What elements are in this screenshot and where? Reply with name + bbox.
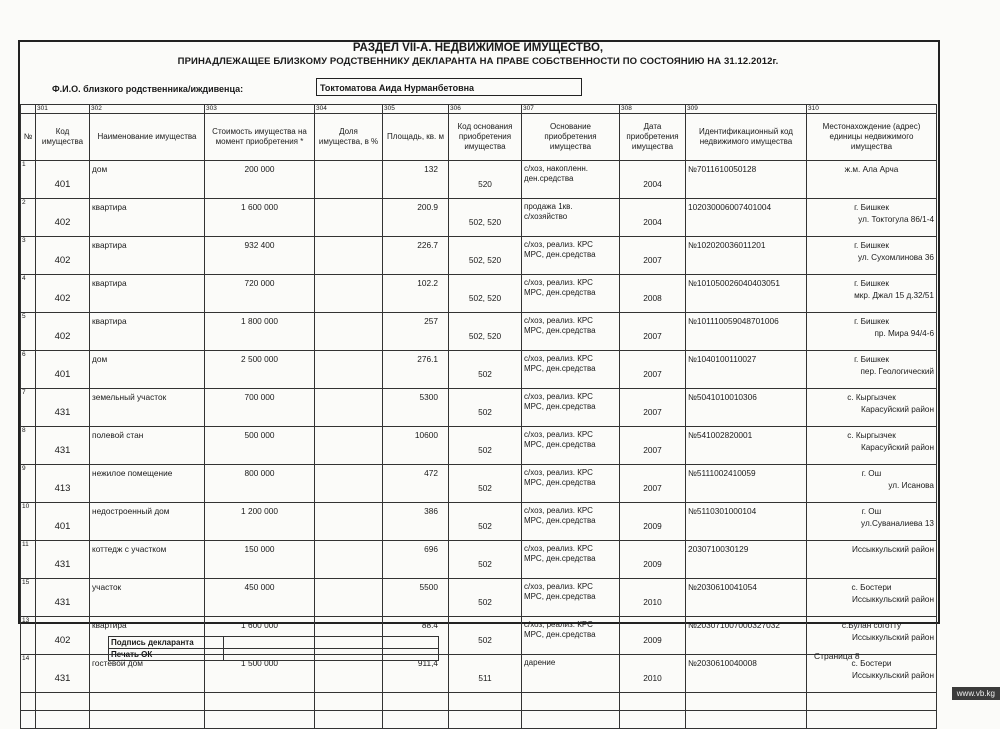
property-name: участок [90, 579, 205, 617]
property-location [807, 199, 937, 237]
property-code: 431 [36, 541, 90, 579]
acquisition-date: 2009 [620, 503, 686, 541]
property-share [315, 465, 383, 503]
basis-code: 502 [449, 351, 522, 389]
row-number: 6 [21, 351, 36, 389]
basis-line-1: с/хоз, реализ. КРС [524, 278, 593, 287]
basis-code: 502, 520 [449, 199, 522, 237]
property-area: 696 [383, 541, 449, 579]
basis-code: 502, 520 [449, 313, 522, 351]
empty-cell [522, 693, 620, 711]
empty-cell [686, 711, 807, 729]
basis-code: 502 [449, 503, 522, 541]
property-id: №541002820001 [686, 427, 807, 465]
property-id: №5110301000104 [686, 503, 807, 541]
property-cost: 932 400 [205, 237, 315, 275]
location-line-1: г. Бишкек [854, 203, 889, 212]
acquisition-date: 2007 [620, 351, 686, 389]
table-row [21, 351, 937, 389]
column-code: 308 [620, 105, 686, 114]
property-share [315, 351, 383, 389]
row-number: 10 [21, 503, 36, 541]
row-number: 8 [21, 427, 36, 465]
property-share [315, 161, 383, 199]
column-header: Идентификационный код недвижимого имущества [686, 114, 807, 161]
column-code: 304 [315, 105, 383, 114]
stamp-field [224, 649, 439, 661]
property-code: 413 [36, 465, 90, 503]
column-header: Код имущества [36, 114, 90, 161]
basis-line-1: с/хоз, реализ. КРС [524, 392, 593, 401]
empty-cell [36, 693, 90, 711]
property-area: 102.2 [383, 275, 449, 313]
basis-text [522, 465, 620, 503]
empty-cell [90, 693, 205, 711]
table-row [21, 465, 937, 503]
basis-code: 502 [449, 427, 522, 465]
table-row [21, 389, 937, 427]
location-line-2: ул. Исанова [888, 481, 934, 490]
location-line-1: с. Бостери [851, 583, 892, 592]
basis-text [522, 617, 620, 655]
basis-line-1: с/хоз, реализ. КРС [524, 354, 593, 363]
property-share [315, 541, 383, 579]
property-location [807, 351, 937, 389]
column-code: 303 [205, 105, 315, 114]
property-location [807, 275, 937, 313]
location-line-1: с. Бостери [851, 659, 892, 668]
table-row [21, 275, 937, 313]
property-area: 5300 [383, 389, 449, 427]
basis-line-1: с/хоз, реализ. КРС [524, 240, 593, 249]
column-header: Местонахождение (адрес) единицы недвижимого имущества [807, 114, 937, 161]
basis-text [522, 427, 620, 465]
property-id: №2030610041054 [686, 579, 807, 617]
table-row [21, 313, 937, 351]
property-name: квартира [90, 617, 205, 655]
basis-text [522, 503, 620, 541]
basis-line-1: дарение [524, 658, 556, 667]
basis-line-2: МРС, ден.средства [524, 250, 596, 259]
property-location [807, 465, 937, 503]
column-code: 302 [90, 105, 205, 114]
basis-line-2: с/хозяйство [524, 212, 568, 221]
property-location [807, 617, 937, 655]
column-header: Дата приобретения имущества [620, 114, 686, 161]
basis-line-2: МРС, ден.средства [524, 516, 596, 525]
property-name: земельный участок [90, 389, 205, 427]
table-row [21, 503, 937, 541]
basis-line-2: МРС, ден.средства [524, 288, 596, 297]
table-row [21, 427, 937, 465]
property-code: 402 [36, 199, 90, 237]
basis-line-2: МРС, ден.средства [524, 326, 596, 335]
empty-cell [620, 711, 686, 729]
empty-cell [449, 693, 522, 711]
basis-text [522, 237, 620, 275]
column-header: Доля имущества, в % [315, 114, 383, 161]
basis-line-1: с/хоз, реализ. КРС [524, 582, 593, 591]
empty-cell [205, 693, 315, 711]
row-number: 2 [21, 199, 36, 237]
property-cost: 800 000 [205, 465, 315, 503]
property-code: 431 [36, 427, 90, 465]
property-cost: 700 000 [205, 389, 315, 427]
property-id: №1040100110027 [686, 351, 807, 389]
basis-line-2: МРС, ден.средства [524, 402, 596, 411]
property-area: 226.7 [383, 237, 449, 275]
row-number: 14 [21, 655, 36, 693]
property-area: 911,4 [383, 655, 449, 693]
location-line-2: пер. Геологический [860, 367, 934, 376]
location-line-1: г. Бишкек [854, 279, 889, 288]
basis-line-1: с/хоз, накопленн. [524, 164, 589, 173]
basis-line-1: с/хоз, реализ. КРС [524, 620, 593, 629]
row-number: 1 [21, 161, 36, 199]
acquisition-date: 2010 [620, 655, 686, 693]
location-line-2: Иссыккульский район [851, 671, 934, 680]
empty-cell [21, 693, 36, 711]
row-number: 11 [21, 541, 36, 579]
basis-line-2: МРС, ден.средства [524, 554, 596, 563]
basis-line-1: с/хоз, реализ. КРС [524, 430, 593, 439]
acquisition-date: 2007 [620, 313, 686, 351]
row-number: 9 [21, 465, 36, 503]
location-line-1: г. Бишкек [854, 317, 889, 326]
property-code: 431 [36, 655, 90, 693]
property-id: №203071007000327032 [686, 617, 807, 655]
signature-block [108, 636, 439, 661]
column-header: Основание приобретения имущества [522, 114, 620, 161]
column-code: 301 [36, 105, 90, 114]
table-row [21, 161, 937, 199]
empty-cell [205, 711, 315, 729]
property-area: 5500 [383, 579, 449, 617]
property-location [807, 313, 937, 351]
acquisition-date: 2004 [620, 161, 686, 199]
location-line-2: мкр. Джал 15 д.32/51 [854, 291, 934, 300]
column-header: Код основания приобретения имущества [449, 114, 522, 161]
basis-text [522, 161, 620, 199]
property-cost: 150 000 [205, 541, 315, 579]
basis-code: 511 [449, 655, 522, 693]
basis-line-2: МРС, ден.средства [524, 592, 596, 601]
empty-row [21, 693, 937, 711]
code-cell-blank [21, 105, 36, 114]
location-line-1: с. Кыргызчек [847, 431, 896, 440]
property-area: 88.4 [383, 617, 449, 655]
property-location [807, 579, 937, 617]
acquisition-date: 2010 [620, 579, 686, 617]
empty-cell [315, 711, 383, 729]
location-line-2: Карасуйский район [860, 443, 934, 452]
property-share [315, 199, 383, 237]
property-code: 401 [36, 503, 90, 541]
property-id: №101050026040403051 [686, 275, 807, 313]
watermark: www.vb.kg [952, 687, 1000, 700]
acquisition-date: 2007 [620, 389, 686, 427]
property-id: №102020036011201 [686, 237, 807, 275]
property-id: 20307100З0129 [686, 541, 807, 579]
property-id: №2030610040008 [686, 655, 807, 693]
property-share [315, 237, 383, 275]
column-header: № [21, 114, 36, 161]
property-area: 200.9 [383, 199, 449, 237]
basis-text [522, 579, 620, 617]
property-name: полевой стан [90, 427, 205, 465]
property-cost: 1 800 000 [205, 313, 315, 351]
property-share [315, 427, 383, 465]
acquisition-date: 2008 [620, 275, 686, 313]
basis-code: 502, 520 [449, 237, 522, 275]
property-code: 401 [36, 161, 90, 199]
table-row [21, 237, 937, 275]
location-line-1: г. Бишкек [854, 355, 889, 364]
property-share [315, 503, 383, 541]
basis-line-1: с/хоз, реализ. КРС [524, 468, 593, 477]
basis-line-1: с/хоз, реализ. КРС [524, 506, 593, 515]
basis-code: 502 [449, 541, 522, 579]
empty-cell [36, 711, 90, 729]
location-line-2: Иссыккульский район [851, 545, 934, 554]
property-cost: 1 600 000 [205, 199, 315, 237]
property-location [807, 503, 937, 541]
basis-text [522, 351, 620, 389]
basis-line-1: с/хоз, реализ. КРС [524, 544, 593, 553]
section-title: РАЗДЕЛ VII-А. НЕДВИЖИМОЕ ИМУЩЕСТВО, [352, 42, 604, 54]
basis-code: 502, 520 [449, 275, 522, 313]
location-line-2: Карасуйский район [860, 405, 934, 414]
basis-code: 502 [449, 389, 522, 427]
property-location [807, 541, 937, 579]
property-name: коттедж с участком [90, 541, 205, 579]
basis-code: 502 [449, 465, 522, 503]
property-cost: 450 000 [205, 579, 315, 617]
table-row [21, 199, 937, 237]
acquisition-date: 2007 [620, 465, 686, 503]
basis-text [522, 275, 620, 313]
basis-line-2: ден.средства [524, 174, 574, 183]
location-line-2: ул. Токтогула 86/1-4 [858, 215, 934, 224]
basis-line-2: МРС, ден.средства [524, 440, 596, 449]
property-name: нежилое помещение [90, 465, 205, 503]
basis-line-2: МРС, ден.средства [524, 478, 596, 487]
empty-cell [449, 711, 522, 729]
location-line-2: пр. Мира 94/4-6 [874, 329, 934, 338]
property-id: 102030006007401004 [686, 199, 807, 237]
property-cost: 1 600 000 [205, 617, 315, 655]
row-number: 3 [21, 237, 36, 275]
table-row [21, 541, 937, 579]
location-line-1: г. Ош [861, 507, 882, 516]
location-line-2: ул.Суваналиева 13 [861, 519, 934, 528]
property-id: №7011610050128 [686, 161, 807, 199]
property-area: 10600 [383, 427, 449, 465]
basis-line-2: МРС, ден.средства [524, 630, 596, 639]
empty-cell [383, 693, 449, 711]
property-location [807, 237, 937, 275]
basis-code: 502 [449, 617, 522, 655]
property-location [807, 161, 937, 199]
location-line-2: ул. Сухомлинова 36 [857, 253, 934, 262]
acquisition-date: 2009 [620, 541, 686, 579]
property-cost: 1 500 000 [205, 655, 315, 693]
basis-line-2: МРС, ден.средства [524, 364, 596, 373]
property-name: квартира [90, 275, 205, 313]
empty-cell [21, 711, 36, 729]
column-code: 310 [807, 105, 937, 114]
property-name: дом [90, 161, 205, 199]
signature-field [224, 637, 439, 649]
property-cost: 2 500 000 [205, 351, 315, 389]
property-cost: 200 000 [205, 161, 315, 199]
property-area: 386 [383, 503, 449, 541]
section-subtitle: ПРИНАДЛЕЖАЩЕЕ БЛИЗКОМУ РОДСТВЕННИКУ ДЕКЛАРАНТА НА ПРАВЕ СОБСТВЕННОСТИ ПО СОСТОЯНИЮ НА 31.12.2012г. [177, 56, 779, 67]
property-id: №101110059048701006 [686, 313, 807, 351]
location-line-2: Иссыккульский район [851, 595, 934, 604]
location-line-1: с.Булан соготту [841, 621, 902, 630]
empty-row [21, 711, 937, 729]
property-name: дом [90, 351, 205, 389]
empty-cell [807, 711, 937, 729]
column-header: Наименование имущества [90, 114, 205, 161]
row-number: 13 [21, 617, 36, 655]
row-number: 4 [21, 275, 36, 313]
acquisition-date: 2007 [620, 427, 686, 465]
basis-line-1: продажа 1кв. [524, 202, 573, 211]
property-code: 402 [36, 237, 90, 275]
acquisition-date: 2009 [620, 617, 686, 655]
property-code: 401 [36, 351, 90, 389]
property-share [315, 275, 383, 313]
fio-label: Ф.И.О. близкого родственника/иждивенца: [52, 84, 244, 94]
column-codes-row [21, 105, 937, 114]
empty-cell [620, 693, 686, 711]
property-cost: 720 000 [205, 275, 315, 313]
column-code: 305 [383, 105, 449, 114]
basis-code: 520 [449, 161, 522, 199]
column-header: Площадь, кв. м [383, 114, 449, 161]
empty-cell [686, 693, 807, 711]
property-name: недостроенный дом [90, 503, 205, 541]
property-share [315, 389, 383, 427]
location-line-1: с. Кыргызчек [847, 393, 896, 402]
property-id: №5111002410059 [686, 465, 807, 503]
basis-text [522, 655, 620, 693]
column-header-row [21, 114, 937, 161]
empty-cell [315, 693, 383, 711]
property-name: квартира [90, 237, 205, 275]
page-number: Страница 8 [814, 651, 860, 661]
property-area: 472 [383, 465, 449, 503]
table-row [21, 579, 937, 617]
property-cost: 1 200 000 [205, 503, 315, 541]
property-name: квартира [90, 199, 205, 237]
column-code: 307 [522, 105, 620, 114]
property-location [807, 427, 937, 465]
property-code: 431 [36, 579, 90, 617]
basis-line-1: с/хоз, реализ. КРС [524, 316, 593, 325]
location-line-2: Иссыккульский район [851, 633, 934, 642]
property-location [807, 389, 937, 427]
empty-cell [383, 711, 449, 729]
column-header: Стоимость имущества на момент приобретения * [205, 114, 315, 161]
empty-cell [522, 711, 620, 729]
location-line-1: г. Бишкек [854, 241, 889, 250]
basis-text [522, 199, 620, 237]
row-number: 15 [21, 579, 36, 617]
acquisition-date: 2004 [620, 199, 686, 237]
acquisition-date: 2007 [620, 237, 686, 275]
empty-cell [90, 711, 205, 729]
column-code: 306 [449, 105, 522, 114]
property-code: 402 [36, 617, 90, 655]
location-line-1: г. Ош [861, 469, 882, 478]
basis-text [522, 541, 620, 579]
row-number: 5 [21, 313, 36, 351]
property-area: 257 [383, 313, 449, 351]
signature-label: Подпись декларанта [109, 637, 224, 649]
basis-text [522, 313, 620, 351]
property-name: гостевой дом [90, 655, 205, 693]
property-share [315, 313, 383, 351]
location-line-1: ж.м. Ала Арча [844, 165, 899, 174]
property-code: 402 [36, 313, 90, 351]
property-code: 431 [36, 389, 90, 427]
property-area: 132 [383, 161, 449, 199]
basis-code: 502 [449, 579, 522, 617]
empty-cell [807, 693, 937, 711]
column-code: 309 [686, 105, 807, 114]
stamp-label: Печать ОК [109, 649, 224, 661]
property-cost: 500 000 [205, 427, 315, 465]
property-area: 276.1 [383, 351, 449, 389]
property-id: №5041010010306 [686, 389, 807, 427]
row-number: 7 [21, 389, 36, 427]
property-code: 402 [36, 275, 90, 313]
basis-text [522, 389, 620, 427]
property-name: квартира [90, 313, 205, 351]
property-share [315, 579, 383, 617]
fio-field: Токтоматова Аида Нурманбетовна [316, 78, 582, 96]
